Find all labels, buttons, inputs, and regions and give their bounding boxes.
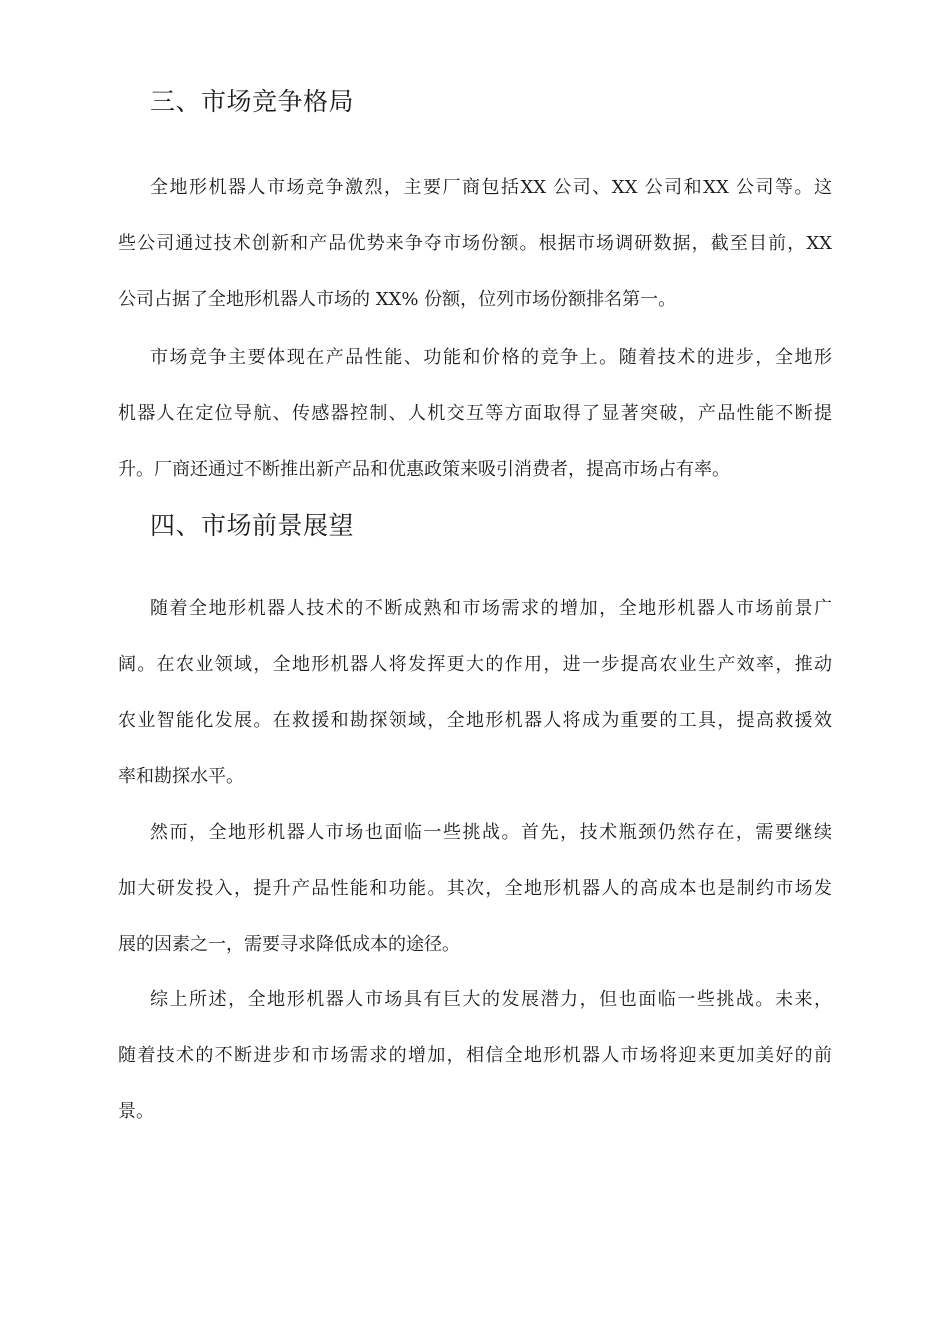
paragraph-line: 随着技术的不断进步和市场需求的增加，相信全地形机器人市场将迎来更加美好的前 [118,1045,832,1066]
paragraph-line: 公司占据了全地形机器人市场的 XX% 份额，位列市场份额排名第一。 [118,289,677,310]
paragraph-line: 率和勘探水平。 [118,766,244,787]
paragraph-competition-1 [118,160,832,328]
paragraph-line: 综上所述，全地形机器人市场具有巨大的发展潜力，但也面临一些挑战。未来， [150,989,832,1010]
section-heading-competition: 三、市场竞争格局 [150,87,355,116]
paragraph-outlook-1 [118,581,832,805]
paragraph-outlook-3 [118,972,832,1140]
paragraph-line: 随着全地形机器人技术的不断成熟和市场需求的增加，全地形机器人市场前景广 [150,598,832,619]
paragraph-line: 阔。在农业领域，全地形机器人将发挥更大的作用，进一步提高农业生产效率，推动 [118,654,832,675]
paragraph-competition-2 [118,330,832,498]
paragraph-outlook-2 [118,805,832,973]
paragraph-line: 然而，全地形机器人市场也面临一些挑战。首先，技术瓶颈仍然存在，需要继续 [150,822,832,843]
paragraph-line: 加大研发投入，提升产品性能和功能。其次，全地形机器人的高成本也是制约市场发 [118,878,832,899]
paragraph-line: 农业智能化发展。在救援和勘探领域，全地形机器人将成为重要的工具，提高救援效 [118,710,832,731]
paragraph-line: 机器人在定位导航、传感器控制、人机交互等方面取得了显著突破，产品性能不断提 [118,403,832,424]
paragraph-line: 些公司通过技术创新和产品优势来争夺市场份额。根据市场调研数据，截至目前，XX [118,233,832,254]
paragraph-line: 景。 [118,1101,154,1122]
paragraph-line: 全地形机器人市场竞争激烈，主要厂商包括XX 公司、XX 公司和XX 公司等。这 [150,177,832,198]
paragraph-line: 升。厂商还通过不断推出新产品和优惠政策来吸引消费者，提高市场占有率。 [118,459,730,480]
paragraph-line: 展的因素之一，需要寻求降低成本的途径。 [118,934,460,955]
section-heading-outlook: 四、市场前景展望 [150,511,355,540]
paragraph-line: 市场竞争主要体现在产品性能、功能和价格的竞争上。随着技术的进步，全地形 [150,347,832,368]
